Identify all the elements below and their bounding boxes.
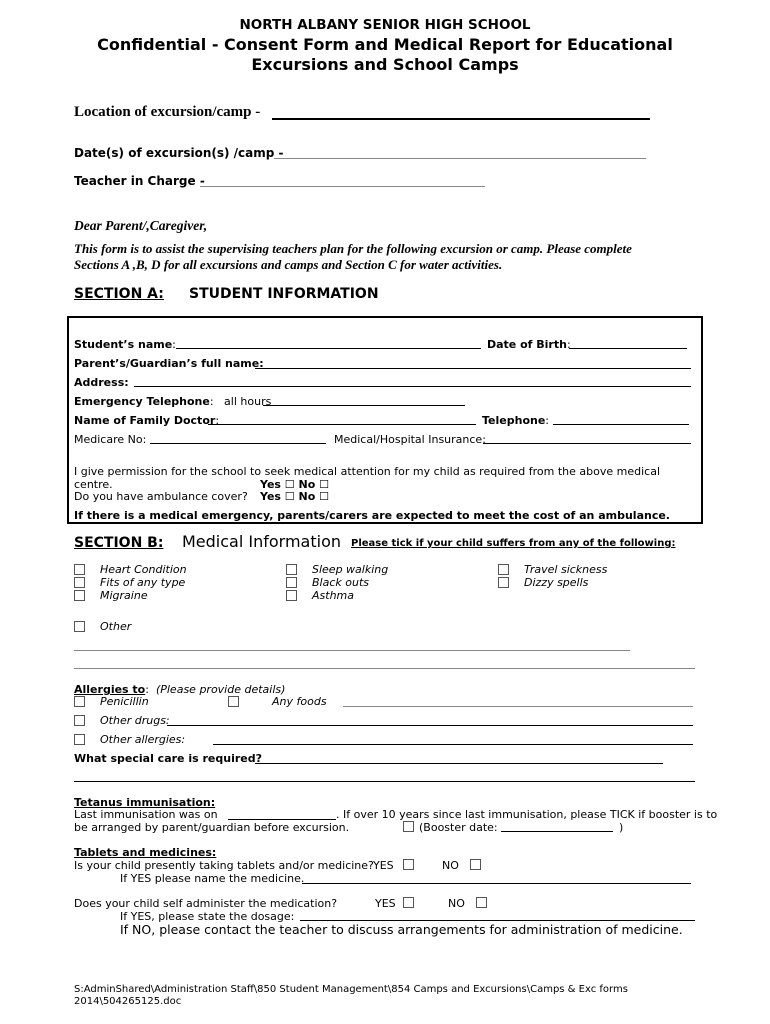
medicare-field[interactable] [150, 443, 326, 444]
intro-paragraph-line2: Sections A ,B, D for all excursions and camps and Section C for water activities. [74, 257, 503, 272]
heart-condition-checkbox[interactable] [74, 564, 85, 575]
section-a-title: STUDENT INFORMATION [189, 286, 379, 302]
dizzy-spells-label: Dizzy spells [524, 576, 589, 589]
self-administer-question: Does your child self administer the medication? [74, 897, 338, 910]
tetanus-line1a: Last immunisation was on [74, 808, 218, 821]
tablets-question: Is your child presently taking tablets and/or medicine? [74, 859, 374, 872]
tablets-yes-label: YES [373, 859, 394, 872]
dosage-label: If YES, please state the dosage: [120, 910, 295, 923]
intro-paragraph-line1: This form is to assist the supervising teachers plan for the following excursion or camp. Please complete [74, 241, 632, 256]
file-path-line2: 2014\504265125.doc [74, 996, 182, 1007]
penicillin-label: Penicillin [100, 695, 149, 708]
tetanus-line1b: . If over 10 years since last immunisation, please TICK if booster is to [336, 808, 718, 821]
any-foods-checkbox[interactable] [228, 696, 239, 707]
teacher-field[interactable] [200, 186, 485, 187]
address-field[interactable] [134, 386, 691, 387]
medicine-name-field[interactable] [302, 883, 691, 884]
penicillin-checkbox[interactable] [74, 696, 85, 707]
self-administer-yes-label: YES [375, 897, 396, 910]
guardian-field[interactable] [255, 368, 691, 369]
emergency-note: If there is a medical emergency, parents/carers are expected to meet the cost of an ambulance. [74, 509, 670, 522]
special-care-label: What special care is required? [74, 752, 262, 765]
any-foods-label: Any foods [272, 695, 327, 708]
other-condition-field-1[interactable] [74, 650, 630, 651]
other-condition-checkbox[interactable] [74, 621, 85, 632]
tablets-heading: Tablets and medicines: [74, 846, 217, 859]
sleep-walking-checkbox[interactable] [286, 564, 297, 575]
insurance-label: Medical/Hospital Insurance: [334, 433, 486, 446]
booster-checkbox[interactable] [403, 821, 414, 832]
special-care-field-2[interactable] [74, 781, 695, 782]
tablets-no-label: NO [442, 859, 459, 872]
self-administer-no-label: NO [448, 897, 465, 910]
section-b-instruction: Please tick if your child suffers from any of the following: [351, 538, 676, 549]
teacher-label: Teacher in Charge - [74, 174, 205, 188]
dates-label: Date(s) of excursion(s) /camp - [74, 146, 284, 160]
telephone-label: Telephone: [482, 414, 550, 427]
tetanus-line2a: be arranged by parent/guardian before excursion. [74, 821, 350, 834]
black-outs-checkbox[interactable] [286, 577, 297, 588]
dob-field[interactable] [569, 348, 687, 349]
ambulance-yes-no[interactable]: Yes ☐ No ☐ [260, 490, 329, 503]
other-drugs-checkbox[interactable] [74, 715, 85, 726]
doctor-field[interactable] [208, 424, 476, 425]
medicare-label: Medicare No: [74, 433, 147, 446]
location-label: Location of excursion/camp - [74, 104, 261, 120]
other-drugs-field[interactable] [167, 725, 693, 726]
dosage-field[interactable] [300, 920, 695, 921]
permission-yes-no[interactable]: Yes ☐ No ☐ [260, 478, 329, 491]
asthma-label: Asthma [312, 589, 354, 602]
other-allergies-checkbox[interactable] [74, 734, 85, 745]
self-administer-no-checkbox[interactable] [476, 897, 487, 908]
dob-label: Date of Birth: [487, 338, 571, 351]
section-b-title: Medical Information [182, 532, 341, 551]
other-condition-label: Other [100, 620, 132, 633]
guardian-label: Parent’s/Guardian’s full name: [74, 357, 264, 370]
school-name: NORTH ALBANY SENIOR HIGH SCHOOL [239, 17, 531, 33]
doctor-label: Name of Family Doctor: [74, 414, 220, 427]
asthma-checkbox[interactable] [286, 590, 297, 601]
emergency-field[interactable] [263, 405, 465, 406]
ambulance-question: Do you have ambulance cover? [74, 490, 248, 503]
any-foods-field[interactable] [343, 706, 693, 707]
student-name-field[interactable] [176, 348, 481, 349]
tablets-yes-checkbox[interactable] [403, 859, 414, 870]
address-label: Address: [74, 376, 129, 389]
section-a-heading: SECTION A: [74, 286, 164, 302]
other-condition-field-2[interactable] [74, 668, 695, 669]
travel-sickness-label: Travel sickness [524, 563, 608, 576]
emergency-label: Emergency Telephone: all hours [74, 395, 272, 408]
other-allergies-label: Other allergies: [100, 733, 186, 746]
form-title-line2: Excursions and School Camps [251, 55, 519, 74]
self-administer-no-instruction: If NO, please contact the teacher to discuss arrangements for administration of medicine. [120, 922, 683, 937]
booster-label: (Booster date: [419, 821, 498, 834]
fits-checkbox[interactable] [74, 577, 85, 588]
migraine-label: Migraine [100, 589, 148, 602]
allergies-heading: Allergies to: (Please provide details) [74, 683, 286, 696]
self-administer-yes-checkbox[interactable] [403, 897, 414, 908]
section-b-heading: SECTION B: [74, 535, 164, 551]
telephone-field[interactable] [553, 424, 689, 425]
permission-text-line2: centre. [74, 478, 113, 491]
booster-close: ) [619, 821, 624, 834]
fits-label: Fits of any type [100, 576, 186, 589]
dates-field[interactable] [274, 158, 646, 159]
sleep-walking-label: Sleep walking [312, 563, 389, 576]
permission-text-line1: I give permission for the school to seek medical attention for my child as required from the above medical [74, 465, 661, 478]
insurance-field[interactable] [483, 443, 691, 444]
black-outs-label: Black outs [312, 576, 370, 589]
form-title-line1: Confidential - Consent Form and Medical Report for Educational [97, 35, 673, 54]
file-path-line1: S:AdminShared\Administration Staff\850 Student Management\854 Camps and Excursions\Camps & Exc forms [74, 984, 628, 995]
heart-condition-label: Heart Condition [100, 563, 187, 576]
dizzy-spells-checkbox[interactable] [498, 577, 509, 588]
tetanus-heading: Tetanus immunisation: [74, 796, 216, 809]
migraine-checkbox[interactable] [74, 590, 85, 601]
location-field[interactable] [272, 118, 650, 120]
other-allergies-field[interactable] [213, 744, 693, 745]
special-care-field[interactable] [255, 763, 663, 764]
booster-date-field[interactable] [501, 831, 613, 832]
student-name-label: Student’s name: [74, 338, 176, 351]
last-immunisation-field[interactable] [228, 819, 336, 820]
travel-sickness-checkbox[interactable] [498, 564, 509, 575]
other-drugs-label: Other drugs: [100, 714, 170, 727]
tablets-follow-up: If YES please name the medicine. [120, 872, 305, 885]
tablets-no-checkbox[interactable] [470, 859, 481, 870]
greeting: Dear Parent/,Caregiver, [74, 218, 208, 233]
